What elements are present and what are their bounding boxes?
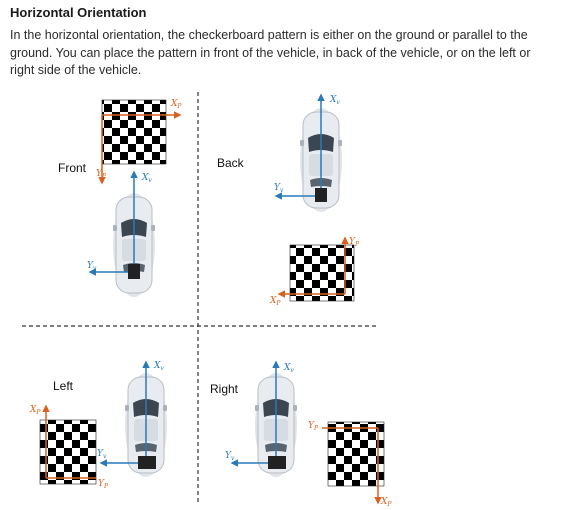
right-label: Right (210, 382, 239, 396)
right-vehicle-x-label: $X_v$ (284, 363, 294, 374)
left-pattern-x-label: $X_P$ (30, 405, 41, 416)
front-label: Front (58, 161, 87, 175)
right-pattern-x-label: $X_P$ (381, 497, 392, 508)
section-description: In the horizontal orientation, the checkerboard pattern is either on the ground or parallel to the ground. You can place the pattern in front of the vehicle, in back of the vehicle, or on the left or right side of the vehicle. (10, 28, 531, 77)
front-camera-icon (128, 264, 140, 279)
front-pattern-y-label: $Y_P$ (96, 169, 106, 180)
section-title: Horizontal Orientation (10, 5, 147, 20)
left-pattern-y-label: $Y_P$ (98, 479, 108, 490)
back-vehicle-x-label: $X_v$ (330, 95, 340, 106)
left-panel (29, 361, 167, 490)
front-vehicle-y-label: $Y_v$ (87, 261, 97, 272)
back-pattern-y-label: $Y_P$ (349, 237, 359, 248)
right-checkerboard (328, 422, 384, 486)
front-panel (87, 99, 182, 297)
right-vehicle-y-label: $Y_v$ (225, 451, 235, 462)
back-pattern-x-label: $X_P$ (270, 296, 281, 307)
front-pattern-x-label: $X_P$ (171, 99, 182, 110)
right-pattern-y-label: $Y_P$ (308, 421, 318, 432)
right-camera-icon (268, 456, 286, 469)
right-panel (225, 362, 392, 508)
left-vehicle-x-label: $X_v$ (154, 361, 164, 372)
left-checkerboard (40, 420, 96, 484)
front-vehicle-x-label: $X_v$ (142, 173, 152, 184)
back-label: Back (217, 156, 244, 170)
back-vehicle-y-label: $Y_v$ (274, 183, 284, 194)
back-camera-icon (315, 188, 327, 202)
left-label: Left (53, 379, 74, 393)
front-checkerboard (102, 100, 166, 164)
left-camera-icon (138, 456, 156, 469)
left-vehicle-y-label: $Y_v$ (97, 449, 107, 460)
back-panel (269, 95, 360, 307)
